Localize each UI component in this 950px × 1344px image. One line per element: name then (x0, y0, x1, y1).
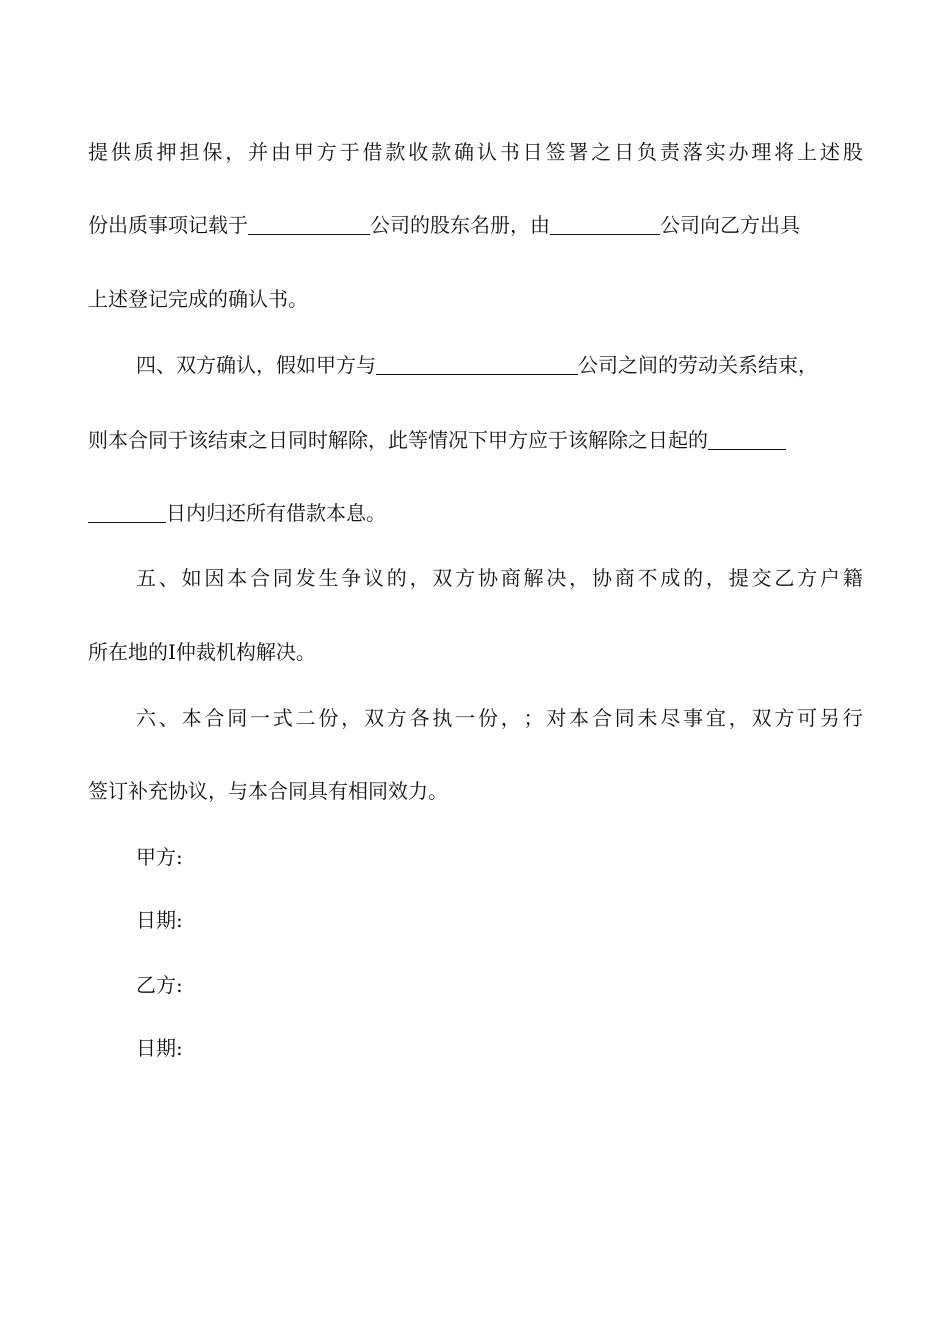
text-char: 解 (523, 566, 544, 590)
text-char: 宜 (705, 706, 726, 730)
blank-company-register (248, 214, 370, 235)
para4-line3-text: 日内归还所有借款本息。 (166, 501, 386, 525)
text-char: 合 (204, 706, 225, 730)
para3-line1 (88, 137, 863, 167)
text-char: 本 (227, 566, 248, 590)
text-char: 股 (842, 140, 863, 164)
text-char: ， (500, 706, 521, 730)
text-char: 提 (88, 140, 108, 164)
text-char: 日 (614, 140, 635, 164)
text-char: 同 (227, 706, 248, 730)
text-char: 协 (477, 566, 498, 590)
signature-party-a: 甲方: (136, 845, 183, 869)
text-char: 发 (295, 566, 316, 590)
text-char: 甲 (293, 140, 314, 164)
blank-days-part2 (88, 502, 166, 523)
text-char: 对 (546, 706, 567, 730)
text-char: 押 (156, 140, 177, 164)
text-char: 双 (432, 566, 453, 590)
text-char: 争 (341, 566, 362, 590)
blank-employer-company (376, 354, 578, 375)
para6-line2: 签订补充协议，与本合同具有相同效力。 (88, 779, 448, 803)
text-char: 另 (819, 706, 840, 730)
para6-line1 (136, 703, 863, 733)
text-char: 尽 (660, 706, 681, 730)
text-char: 商 (614, 566, 635, 590)
text-char: 、 (158, 706, 179, 730)
blank-company-issuer (550, 214, 660, 235)
para4-line2-text: 则本合同于该结束之日同时解除，此等情况下甲方应于该解除之日起的 (88, 428, 708, 452)
text-char: ， (728, 706, 749, 730)
text-char: 议 (363, 566, 384, 590)
text-char: 五 (136, 566, 156, 590)
text-char: ； (523, 706, 544, 730)
text-char: 同 (614, 706, 635, 730)
para5-line1 (136, 563, 863, 593)
text-char: ， (409, 566, 430, 590)
text-char: 六 (136, 706, 156, 730)
text-char: 决 (546, 566, 567, 590)
text-char: 负 (637, 140, 657, 164)
text-char: ， (705, 566, 726, 590)
text-char: 份 (477, 706, 498, 730)
text-char: 述 (820, 140, 840, 164)
text-char: 、 (158, 566, 179, 590)
para4-line2 (88, 425, 863, 455)
para4-line1-text-b: 公司之间的劳动关系结束， (578, 353, 818, 377)
text-char: 户 (819, 566, 840, 590)
text-char: ， (341, 706, 362, 730)
para3-line2-text-c: 公司向乙方出具 (660, 213, 800, 237)
text-char: 成 (660, 566, 681, 590)
text-char: 落 (682, 140, 703, 164)
para4-line1 (136, 350, 863, 380)
text-char: 日 (522, 140, 543, 164)
text-char: 双 (751, 706, 772, 730)
text-char: 款 (385, 140, 406, 164)
text-char: 商 (500, 566, 521, 590)
para3-line2 (88, 210, 863, 240)
text-char: 乙 (774, 566, 795, 590)
text-char: 确 (454, 140, 474, 164)
signature-date-b: 日期: (136, 1036, 183, 1060)
text-char: 份 (318, 706, 339, 730)
text-char: 上 (797, 140, 818, 164)
text-char: 生 (318, 566, 339, 590)
text-char: 可 (797, 706, 818, 730)
text-char: ， (225, 140, 246, 164)
text-char: 收 (408, 140, 429, 164)
para4-line1-text-a: 四、双方确认，假如甲方与 (136, 353, 376, 377)
text-char: 事 (683, 706, 704, 730)
text-char: ， (569, 566, 590, 590)
text-char: 本 (181, 706, 202, 730)
para5-line2: 所在地的I仲裁机构解决。 (88, 640, 316, 664)
text-char: 书 (499, 140, 520, 164)
text-char: 实 (705, 140, 726, 164)
text-char: 方 (316, 140, 337, 164)
text-char: 各 (409, 706, 430, 730)
text-char: 方 (386, 706, 407, 730)
text-char: 借 (362, 140, 383, 164)
text-char: 方 (774, 706, 795, 730)
para3-line2-text-b: 公司的股东名册，由 (370, 213, 550, 237)
text-char: 方 (797, 566, 818, 590)
text-char: 责 (659, 140, 680, 164)
text-char: 方 (455, 566, 476, 590)
text-char: 将 (774, 140, 795, 164)
text-char: 籍 (842, 566, 863, 590)
text-char: 由 (271, 140, 291, 164)
text-char: 双 (363, 706, 384, 730)
text-char: 协 (591, 566, 612, 590)
text-char: 未 (637, 706, 658, 730)
text-char: 行 (842, 706, 863, 730)
text-char: 不 (637, 566, 658, 590)
text-char: 二 (295, 706, 316, 730)
text-char: 质 (133, 140, 154, 164)
text-char: 同 (272, 566, 293, 590)
text-char: 的 (683, 566, 704, 590)
text-char: 交 (751, 566, 772, 590)
text-char: 款 (431, 140, 452, 164)
text-char: 保 (202, 140, 223, 164)
text-char: 一 (455, 706, 476, 730)
text-char: 并 (248, 140, 269, 164)
para3-line2-text-a: 份出质事项记载于 (88, 213, 248, 237)
text-char: 办 (728, 140, 749, 164)
text-char: 认 (476, 140, 497, 164)
text-char: 供 (110, 140, 131, 164)
text-char: 一 (249, 706, 270, 730)
text-char: 之 (591, 140, 612, 164)
text-char: 署 (568, 140, 589, 164)
text-char: 合 (249, 566, 270, 590)
para4-line3 (88, 498, 863, 528)
signature-date-a: 日期: (136, 908, 183, 932)
text-char: 因 (204, 566, 225, 590)
text-char: 式 (272, 706, 293, 730)
blank-days-part1 (708, 429, 786, 450)
text-char: 合 (591, 706, 612, 730)
text-char: 理 (751, 140, 772, 164)
text-char: 如 (181, 566, 202, 590)
text-char: 提 (728, 566, 749, 590)
text-char: 执 (432, 706, 453, 730)
text-char: 本 (569, 706, 590, 730)
text-char: 的 (386, 566, 407, 590)
text-char: 担 (179, 140, 200, 164)
para3-line3: 上述登记完成的确认书。 (88, 287, 308, 311)
text-char: 签 (545, 140, 566, 164)
signature-party-b: 乙方: (136, 973, 183, 997)
text-char: 于 (339, 140, 360, 164)
